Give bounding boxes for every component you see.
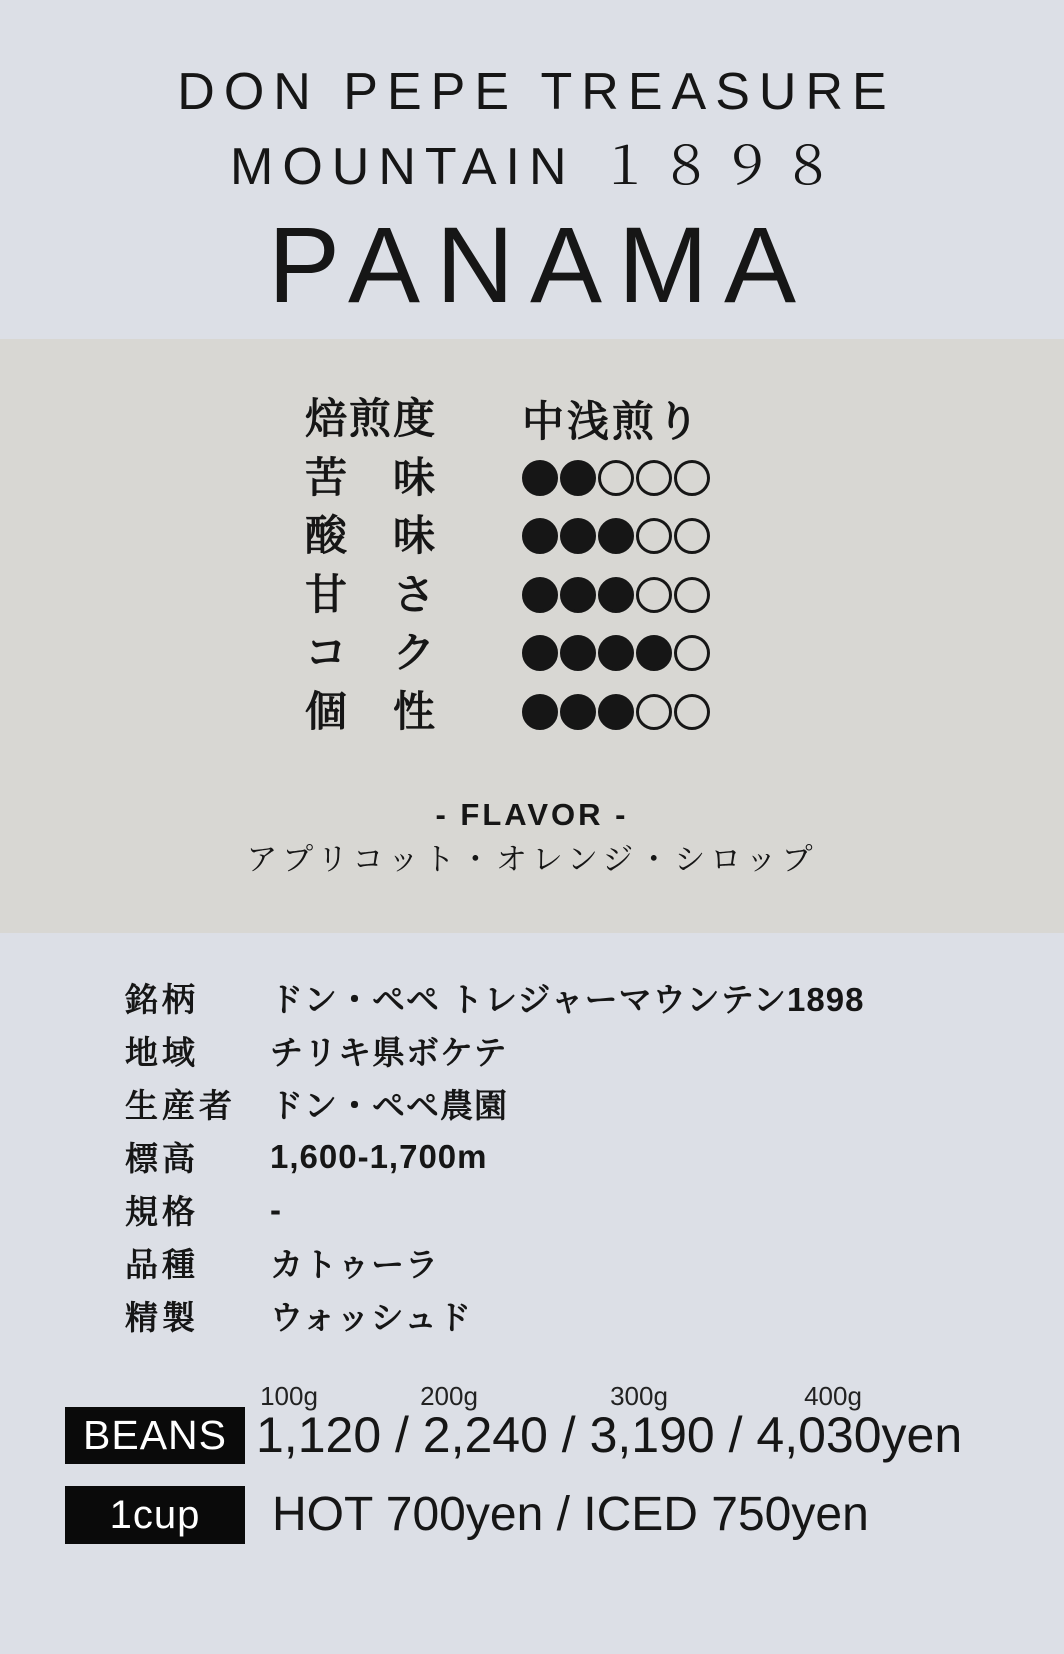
taste-scale-dots [522, 577, 710, 613]
detail-label: 銘柄 [125, 981, 199, 1018]
rating-dot-filled [522, 635, 558, 671]
rating-dot-filled [560, 518, 596, 554]
beans-size-300g: 300g [610, 1381, 668, 1411]
cup-tag: 1cup [65, 1486, 245, 1544]
taste-scale-row [305, 449, 710, 508]
product-title-line2: MOUNTAIN １８９８ [230, 138, 843, 196]
taste-scale-row [305, 507, 710, 566]
roast-level-label: 焙 煎 度 [305, 395, 435, 443]
rating-dot-filled [522, 460, 558, 496]
detail-value: ウォッシュド [270, 1299, 473, 1336]
detail-row [125, 1130, 864, 1183]
product-title-line1: DON PEPE TREASURE [177, 63, 896, 121]
detail-value: ドン・ペペ農園 [270, 1087, 508, 1124]
beans-size-200g: 200g [420, 1381, 478, 1411]
rating-dot-filled [560, 460, 596, 496]
detail-label: 標高 [125, 1140, 199, 1177]
rating-dot-empty [598, 460, 634, 496]
cup-prices: HOT 700yen / ICED 750yen [272, 1488, 869, 1541]
rating-dot-empty [674, 577, 710, 613]
taste-scale-label: コ ク [305, 629, 435, 677]
rating-dot-filled [598, 518, 634, 554]
detail-label: 生産者 [125, 1087, 236, 1124]
detail-label: 精製 [125, 1299, 199, 1336]
beans-size-100g: 100g [260, 1381, 318, 1411]
detail-row [125, 1236, 864, 1289]
taste-scale-label: 甘 さ [305, 570, 435, 618]
rating-dot-empty [674, 460, 710, 496]
detail-value: カトゥーラ [270, 1246, 440, 1283]
detail-value: チリキ県ボケテ [270, 1034, 508, 1071]
taste-scale-dots [522, 635, 710, 671]
detail-row [125, 1077, 864, 1130]
rating-dot-filled [598, 694, 634, 730]
details-table [125, 971, 864, 1342]
detail-value: - [270, 1190, 282, 1228]
rating-dot-empty [636, 460, 672, 496]
beans-prices: 1,120 / 2,240 / 3,190 / 4,030yen [256, 1407, 963, 1463]
detail-label: 品種 [125, 1246, 199, 1283]
rating-dot-filled [560, 694, 596, 730]
rating-dot-filled [522, 518, 558, 554]
taste-scale-row [305, 566, 710, 625]
taste-profile-table [305, 390, 710, 741]
detail-label: 地域 [125, 1034, 199, 1071]
detail-row [125, 1289, 864, 1342]
taste-scale-dots [522, 518, 710, 554]
detail-row [125, 1024, 864, 1077]
beans-size-400g: 400g [804, 1381, 862, 1411]
rating-dot-empty [636, 577, 672, 613]
beans-tag: BEANS [65, 1407, 245, 1464]
country-title: PANAMA [267, 204, 813, 325]
taste-scale-label: 酸 味 [305, 512, 435, 560]
rating-dot-filled [522, 577, 558, 613]
taste-scale-row [305, 683, 710, 742]
detail-row [125, 971, 864, 1024]
rating-dot-empty [674, 635, 710, 671]
rating-dot-filled [598, 577, 634, 613]
taste-scale-dots [522, 460, 710, 496]
flavor-heading: - FLAVOR - [435, 797, 629, 832]
rating-dot-filled [560, 635, 596, 671]
roast-level-row [305, 390, 710, 449]
rating-dot-empty [674, 518, 710, 554]
rating-dot-empty [636, 694, 672, 730]
rating-dot-filled [636, 635, 672, 671]
detail-label: 規格 [125, 1193, 199, 1230]
taste-scale-label: 苦 味 [305, 453, 435, 501]
detail-value: ドン・ペペ トレジャーマウンテン1898 [270, 981, 865, 1018]
taste-scale-rows [305, 449, 710, 742]
taste-scale-dots [522, 694, 710, 730]
rating-dot-empty [674, 694, 710, 730]
rating-dot-empty [636, 518, 672, 554]
rating-dot-filled [598, 635, 634, 671]
taste-scale-row [305, 624, 710, 683]
rating-dot-filled [560, 577, 596, 613]
flavor-notes: アプリコット・オレンジ・シロップ [246, 842, 818, 877]
roast-level-value: 中浅煎り [522, 398, 703, 446]
taste-scale-label: 個 性 [305, 687, 435, 735]
rating-dot-filled [522, 694, 558, 730]
detail-row [125, 1183, 864, 1236]
detail-value: 1,600-1,700m [270, 1137, 488, 1175]
